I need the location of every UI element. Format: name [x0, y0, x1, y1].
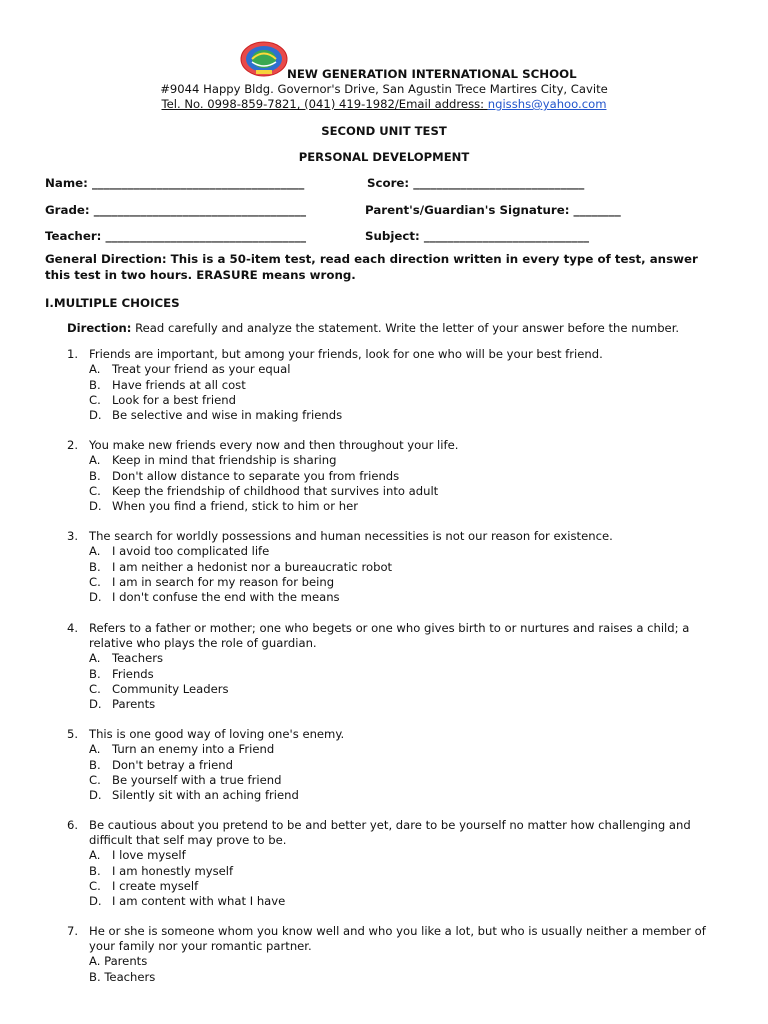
choice-text: Turn an enemy into a Friend: [112, 742, 275, 757]
choice-letter: B.: [89, 757, 101, 772]
question-4: [67, 621, 727, 713]
choice-b: B. Teachers: [89, 969, 156, 984]
school-contact: [0, 97, 768, 111]
question-7: [67, 924, 727, 985]
question-number: 4.: [67, 621, 79, 635]
question-6: [67, 818, 727, 910]
choice-a: [89, 848, 727, 863]
choice-text: Be selective and wise in making friends: [112, 408, 343, 423]
question-number: 6.: [67, 818, 79, 832]
choice-letter: B.: [89, 666, 101, 681]
choice-letter: B.: [89, 559, 101, 574]
choice-text: Treat your friend as your equal: [112, 362, 291, 377]
choice-c: [89, 484, 727, 499]
choice-text: Keep the friendship of childhood that survives into adult: [112, 483, 439, 498]
choice-c: [89, 773, 727, 788]
choice-text: Friends: [112, 666, 154, 681]
choice-d: [89, 894, 727, 909]
choice-text: Parents: [112, 697, 156, 712]
question-stem: Be cautious about you pretend to be and better yet, dare to be yourself no matter how challenging and difficult that self may prove to be.: [89, 818, 691, 848]
choice-letter: D.: [89, 408, 102, 423]
question-number: 5.: [67, 727, 79, 741]
choice-d: [89, 697, 727, 712]
choice-a: [89, 651, 727, 666]
choice-text: Community Leaders: [112, 682, 229, 696]
choice-d: [89, 590, 727, 605]
question-1: [67, 347, 727, 423]
choice-text: Keep in mind that friendship is sharing: [112, 453, 337, 468]
choice-b: [89, 758, 727, 773]
choice-letter: A.: [89, 848, 101, 863]
choice-letter: C.: [89, 574, 101, 589]
email-link[interactable]: ngisshs@yahoo.com: [487, 97, 607, 111]
choice-text: Look for a best friend: [112, 392, 236, 407]
signature-field: Parent's/Guardian's Signature: ________: [365, 203, 621, 217]
choice-text: Be yourself with a true friend: [112, 772, 282, 787]
choice-text: I am in search for my reason for being: [112, 574, 335, 589]
choice-letter: C.: [89, 682, 101, 696]
choice-letter: C.: [89, 879, 101, 893]
choice-c: [89, 393, 727, 408]
choice-letter: A.: [89, 544, 101, 559]
choice-text: Don't betray a friend: [112, 757, 233, 772]
question-stem: Friends are important, but among your friends, look for one who will be your best friend.: [89, 347, 603, 361]
choice-letter: B.: [89, 377, 101, 392]
choice-letter: D.: [89, 788, 102, 803]
choice-text: When you find a friend, stick to him or her: [112, 499, 358, 514]
choice-letter: D.: [89, 894, 102, 909]
choice-a: A. Parents: [89, 954, 148, 969]
choice-letter: D.: [89, 697, 102, 712]
choice-d: [89, 788, 727, 803]
contact-text: Tel. No. 0998-859-7821, (041) 419-1982/Email address:: [161, 97, 488, 111]
choice-d: [89, 408, 727, 423]
choice-letter: C.: [89, 392, 101, 407]
test-title: SECOND UNIT TEST: [321, 124, 447, 138]
question-stem: You make new friends every now and then throughout your life.: [89, 438, 459, 452]
choice-text: Silently sit with an aching friend: [112, 788, 299, 803]
choice-text: I am neither a hedonist nor a bureaucratic robot: [112, 559, 393, 574]
choice-text: Teachers: [112, 651, 164, 666]
question-stem: This is one good way of loving one's enemy.: [89, 727, 345, 741]
choice-c: [89, 879, 727, 894]
choice-b: [89, 378, 727, 393]
choice-b: [89, 864, 727, 879]
choice-letter: A.: [89, 651, 101, 666]
question-number: 1.: [67, 347, 79, 361]
question-stem: He or she is someone whom you know well and who you like a lot, but who is usually neither a member of your family nor your romantic partner.: [89, 924, 706, 954]
school-logo: [239, 40, 289, 78]
choice-letter: A.: [89, 362, 101, 377]
subject-title: PERSONAL DEVELOPMENT: [298, 150, 470, 164]
choice-text: I avoid too complicated life: [112, 544, 270, 559]
choice-letter: C.: [89, 483, 101, 498]
name-field: Name: ____________________________________: [45, 176, 305, 190]
question-stem: The search for worldly possessions and human necessities is not our reason for existence.: [89, 529, 613, 543]
choice-letter: B.: [89, 863, 101, 878]
choice-text: I create myself: [112, 879, 199, 893]
choice-letter: D.: [89, 590, 102, 605]
choice-b: [89, 560, 727, 575]
subject-field: Subject: ____________________________: [365, 229, 589, 243]
choice-a: [89, 742, 727, 757]
choice-d: [89, 499, 727, 514]
choice-a: [89, 453, 727, 468]
choice-text: I am content with what I have: [112, 894, 286, 909]
choice-b: [89, 667, 727, 682]
choice-letter: D.: [89, 499, 102, 514]
choice-c: [89, 682, 727, 697]
question-number: 3.: [67, 529, 79, 543]
question-2: [67, 438, 727, 514]
choice-letter: B.: [89, 468, 101, 483]
choice-b: [89, 469, 727, 484]
choice-text: Don't allow distance to separate you from friends: [112, 468, 400, 483]
school-name: NEW GENERATION INTERNATIONAL SCHOOL: [287, 67, 577, 81]
choice-letter: A.: [89, 453, 101, 468]
teacher-field: Teacher: __________________________________: [45, 229, 307, 243]
section-title: I.MULTIPLE CHOICES: [45, 296, 180, 310]
question-stem: Refers to a father or mother; one who begets or one who gives birth to or nurtures and raises a child; a relative who plays the role of guardian.: [89, 621, 690, 651]
question-number: 2.: [67, 438, 79, 452]
question-3: [67, 529, 727, 605]
question-number: 7.: [67, 924, 79, 938]
choice-letter: C.: [89, 772, 101, 787]
general-direction: General Direction: This is a 50-item test, read each direction written in every type of test, answer this test in two hours. ERASURE means wrong.: [45, 252, 698, 282]
section-direction: [67, 321, 679, 335]
question-5: [67, 727, 727, 803]
direction-text: Read carefully and analyze the statement. Write the letter of your answer before the number.: [131, 321, 680, 335]
choice-text: I am honestly myself: [112, 863, 234, 878]
grade-field: Grade: ____________________________________: [45, 203, 307, 217]
choice-letter: A.: [89, 742, 101, 757]
score-field: Score: _____________________________: [367, 176, 585, 190]
choice-text: I love myself: [112, 848, 186, 863]
choice-a: [89, 362, 727, 377]
choice-text: Have friends at all cost: [112, 377, 246, 392]
choice-a: [89, 544, 727, 559]
choice-c: [89, 575, 727, 590]
choice-text: I don't confuse the end with the means: [112, 590, 340, 605]
school-address: #9044 Happy Bldg. Governor's Drive, San Agustin Trece Martires City, Cavite: [160, 82, 608, 96]
direction-label: Direction:: [67, 321, 132, 335]
